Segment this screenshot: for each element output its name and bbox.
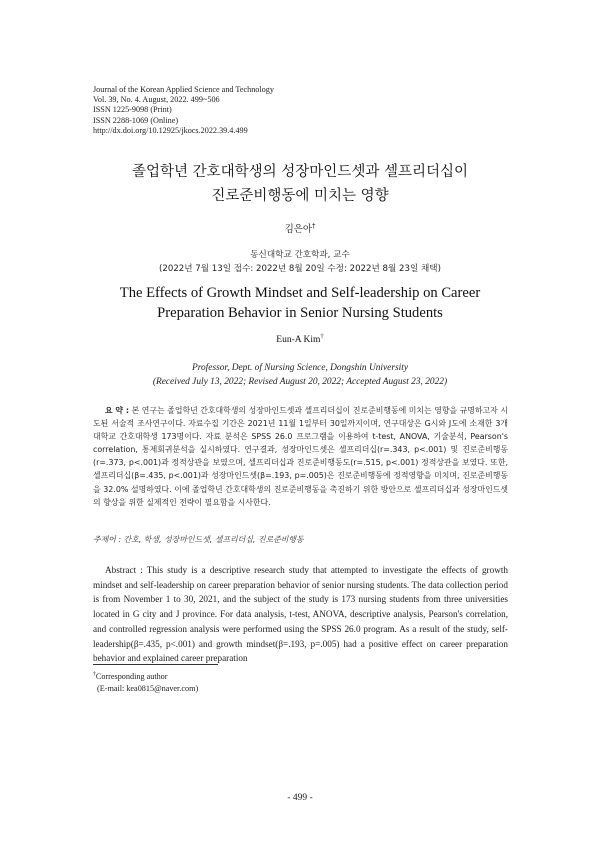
korean-title-line2: 진로준비행동에 미치는 영향 bbox=[211, 188, 389, 204]
english-abstract bbox=[93, 563, 508, 666]
journal-volume: Vol. 39, No. 4. August, 2022. 499~506 bbox=[93, 95, 220, 105]
journal-info bbox=[93, 85, 274, 136]
english-title-line2: Preparation Behavior in Senior Nursing Students bbox=[157, 305, 443, 321]
korean-title bbox=[0, 160, 600, 208]
korean-dates-line: (2022년 7월 13일 접수: 2022년 8월 20일 수정: 2022년 8월 23일 채택) bbox=[159, 264, 441, 274]
journal-name: Journal of the Korean Applied Science and Technology bbox=[93, 85, 274, 94]
doi-link[interactable]: http://dx.doi.org/10.12925/jkocs.2022.39.4.499 bbox=[93, 125, 248, 135]
english-title bbox=[0, 283, 600, 323]
english-author-name: Eun-A Kim bbox=[276, 335, 321, 345]
english-title-line1: The Effects of Growth Mindset and Self-leadership on Career bbox=[119, 285, 481, 301]
corresponding-email[interactable]: (E-mail: kea0815@naver.com) bbox=[97, 684, 199, 693]
english-abstract-text: This study is a descriptive research study that attempted to investigate the effects of growth mindset and self-leadership on career preparation behavior of senior nursing students. The data collection period is from November 1 to 30, 2021, and the subject of the study is 173 nursing students from three universities located in G city and J province. For data analysis, t-test, ANOVA, descriptive analysis, Pearson's correlation, and controlled regression analysis were performed using the SPSS 26.0 program. As a result of the study, self-leadership(β=.435, p<.001) and growth mindset(β=.193, p=.005) had a positive effect on career preparation behavior and explained career preparation bbox=[93, 565, 508, 664]
english-author bbox=[0, 332, 600, 345]
page-number: - 499 - bbox=[287, 793, 313, 803]
footnote-divider bbox=[93, 664, 218, 665]
korean-affiliation-line: 동신대학교 간호학과, 교수 bbox=[250, 250, 350, 260]
footnote bbox=[93, 671, 198, 695]
footnote-label: Corresponding author bbox=[95, 672, 168, 681]
corresponding-mark: † bbox=[312, 221, 316, 230]
korean-abstract-label: 요 약 : bbox=[105, 406, 130, 415]
korean-keywords: 주제어 : 간호, 학생, 성장마인드셋, 셀프리더십, 진로준비행동 bbox=[93, 535, 304, 544]
korean-abstract-text: 본 연구는 졸업학년 간호대학생의 성장마인드셋과 셀프리더십이 진로준비행동에 미치는 영향을 규명하고자 시도된 서술적 조사연구이다. 자료수집 기간은 2021년 11월 1일부터 30일까지이며, 연구대상은 G시와 J도에 소재한 3개 대학교 간호대학생 173명이다. 자료 분석은 SPSS 26.0 프로그램을 이용하여 t-test, ANOVA, 기술분석, Pearson's correlation, 통제회귀분석을 실시하였다. 연구결과, 성장마인드셋은 셀프리더십(r=.343, p<.001) 및 진로준비행동(r=.373, p<.001)과 정적상관을 보였으며, 셀프리더십과 진로준비행동도(r=.515, p<.001) 정적상관을 보였다. 또한, 셀프리더십(β=.435, p<.001)과 성장마인드셋(β=.193, p=.005)은 진로준비행동에 정적영향을 미치며, 진로준비행동을 32.0% 설명하였다. 이에 졸업학년 간호대학생의 진로준비행동을 촉진하기 위한 방안으로 셀프리더십과 성장마인드셋의 향상을 위한 실제적인 전략이 필요함을 시사한다. bbox=[93, 406, 508, 507]
english-dates-line: (Received July 13, 2022; Revised August 20, 2022; Accepted August 23, 2022) bbox=[152, 377, 448, 387]
issn-online: ISSN 2288-1069 (Online) bbox=[93, 115, 179, 125]
korean-author bbox=[0, 221, 600, 235]
korean-affiliation bbox=[0, 248, 600, 276]
footnote-mark: † bbox=[93, 671, 96, 678]
korean-abstract bbox=[93, 404, 508, 509]
issn-print: ISSN 1225-9098 (Print) bbox=[93, 105, 172, 115]
korean-title-line1: 졸업학년 간호대학생의 성장마인드셋과 셀프리더십이 bbox=[132, 164, 468, 180]
english-affiliation bbox=[0, 361, 600, 389]
korean-author-name: 김은아 bbox=[284, 224, 313, 235]
english-abstract-label: Abstract : bbox=[105, 565, 143, 575]
corresponding-mark: † bbox=[320, 332, 324, 340]
english-affiliation-line: Professor, Dept. of Nursing Science, Dongshin University bbox=[191, 363, 409, 373]
